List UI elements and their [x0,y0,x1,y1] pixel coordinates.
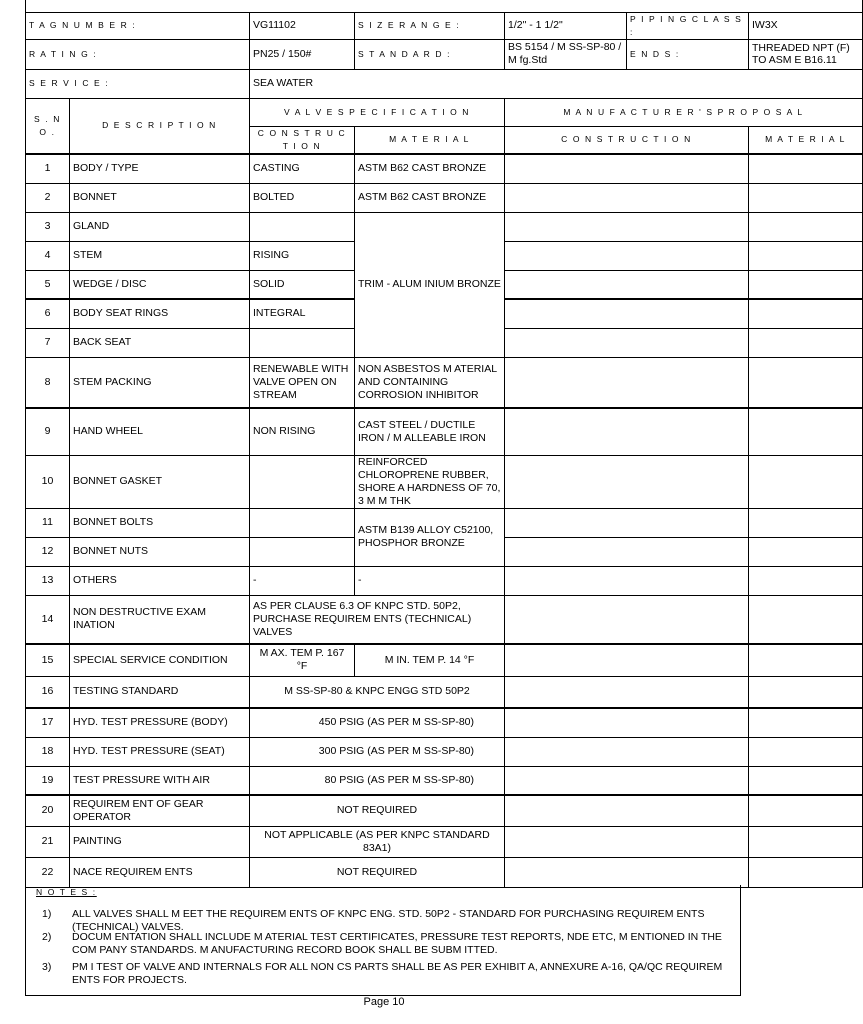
bolts-nuts-material-merged: ASTM B139 ALLOY C52100, PHOSPHOR BRONZE [355,508,505,566]
mfr-construction-cell [505,183,749,212]
col-construction: C O N S T R U C T I O N [250,126,355,154]
row-number: 13 [26,566,70,595]
table-row [26,508,863,537]
mfr-material-cell [749,455,863,508]
row-number: 12 [26,537,70,566]
table-row [26,98,863,126]
row-description: BACK SEAT [70,328,250,357]
mfr-material-cell [749,508,863,537]
mfr-construction-cell [505,508,749,537]
mfr-material-cell [749,595,863,644]
row-specification: 80 PSIG (AS PER M SS-SP-80) [250,766,505,795]
row-material: M IN. TEM P. 14 °F [355,644,505,676]
ends-label: E N D S : [627,39,749,69]
row-number: 21 [26,826,70,857]
table-row [26,644,863,676]
row-number: 7 [26,328,70,357]
note-text: ALL VALVES SHALL M EET THE REQUIREM ENTS OF KNPC ENG. STD. 50P2 - STANDARD FOR PURCHASING REQUIREM ENTS (TECHNICAL) VALVES. [72,908,705,933]
row-description: WEDGE / DISC [70,270,250,299]
table-row [26,183,863,212]
ends-value: THREADED NPT (F) TO ASM E B16.11 [749,39,863,69]
mfr-construction-cell [505,644,749,676]
row-construction [250,212,355,241]
mfr-material-cell [749,676,863,708]
piping-class-value: IW3X [749,12,863,39]
trim-material-merged: TRIM - ALUM INIUM BRONZE [355,212,505,357]
row-description: GLAND [70,212,250,241]
table-row [26,0,863,12]
rating-label: R A T I N G : [26,39,250,69]
mfr-construction-cell [505,328,749,357]
table-row [26,737,863,766]
row-description: TESTING STANDARD [70,676,250,708]
note-number: 1) [42,908,52,920]
valve-datasheet [25,0,850,996]
row-number: 19 [26,766,70,795]
row-description: BONNET BOLTS [70,508,250,537]
size-range-value: 1/2" - 1 1/2" [505,12,627,39]
mfr-construction-cell [505,708,749,737]
row-number: 3 [26,212,70,241]
table-row [26,357,863,408]
row-description: BODY SEAT RINGS [70,299,250,328]
tag-number-value: VG11102 [250,12,355,39]
table-row [26,826,863,857]
row-number: 10 [26,455,70,508]
table-row [26,766,863,795]
page-number: Page 10 [363,996,405,1008]
row-specification: NOT REQUIRED [250,795,505,826]
mfr-construction-cell [505,455,749,508]
row-construction: INTEGRAL [250,299,355,328]
row-construction: RISING [250,241,355,270]
row-number: 17 [26,708,70,737]
piping-class-label: P I P I N G C L A S S : [627,12,749,39]
row-material: ASTM B62 CAST BRONZE [355,154,505,183]
row-material: NON ASBESTOS M ATERIAL AND CONTAINING CORROSION INHIBITOR [355,357,505,408]
mfr-material-cell [749,826,863,857]
service-value: SEA WATER [250,69,863,98]
row-construction: - [250,566,355,595]
row-description: SPECIAL SERVICE CONDITION [70,644,250,676]
col-material: M A T E R I A L [355,126,505,154]
note-number: 2) [42,931,52,943]
mfr-material-cell [749,795,863,826]
size-range-label: S I Z E R A N G E : [355,12,505,39]
mfr-material-cell [749,299,863,328]
table-row [26,408,863,455]
row-specification: NOT REQUIRED [250,857,505,887]
row-number: 5 [26,270,70,299]
mfr-construction-cell [505,826,749,857]
row-number: 4 [26,241,70,270]
table-row [26,455,863,508]
table-row [26,795,863,826]
row-construction: BOLTED [250,183,355,212]
mfr-construction-cell [505,766,749,795]
mfr-construction-cell [505,270,749,299]
table-row [26,595,863,644]
row-number: 22 [26,857,70,887]
note-number: 3) [42,961,52,973]
row-description: HAND WHEEL [70,408,250,455]
mfr-construction-cell [505,241,749,270]
row-description: REQUIREM ENT OF GEAR OPERATOR [70,795,250,826]
notes-heading: N O T E S : [36,887,97,897]
row-description: BONNET [70,183,250,212]
row-number: 1 [26,154,70,183]
col-mfr-construction: C O N S T R U C T I O N [505,126,749,154]
col-description: D E S C R I P T I O N [70,98,250,154]
row-construction [250,537,355,566]
mfr-material-cell [749,566,863,595]
table-row [26,857,863,887]
row-specification: AS PER CLAUSE 6.3 OF KNPC STD. 50P2, PURCHASE REQUIREM ENTS (TECHNICAL) VALVES [250,595,505,644]
mfr-material-cell [749,241,863,270]
standard-value: BS 5154 / M SS-SP-80 / M fg.Std [505,39,627,69]
row-number: 11 [26,508,70,537]
mfr-material-cell [749,708,863,737]
rating-value: PN25 / 150# [250,39,355,69]
mfr-construction-cell [505,595,749,644]
row-description: NON DESTRUCTIVE EXAM INATION [70,595,250,644]
mfr-material-cell [749,857,863,887]
mfr-construction-cell [505,737,749,766]
mfr-material-cell [749,212,863,241]
row-material: - [355,566,505,595]
top-band [26,0,863,12]
row-number: 6 [26,299,70,328]
row-specification: NOT APPLICABLE (AS PER KNPC STANDARD 83A1) [250,826,505,857]
mfr-material-cell [749,408,863,455]
row-number: 2 [26,183,70,212]
row-number: 15 [26,644,70,676]
mfr-material-cell [749,766,863,795]
service-label: S E R V I C E : [26,69,250,98]
table-row [26,154,863,183]
row-description: BONNET GASKET [70,455,250,508]
mfr-construction-cell [505,795,749,826]
mfr-construction-cell [505,212,749,241]
row-construction [250,508,355,537]
row-description: STEM [70,241,250,270]
note-text: PM I TEST OF VALVE AND INTERNALS FOR ALL NON CS PARTS SHALL BE AS PER EXHIBIT A, ANNEXURE A-16, QA/QC REQUIREM ENTS FOR PROJECTS. [72,961,723,986]
row-material: REINFORCED CHLOROPRENE RUBBER, SHORE A HARDNESS OF 70, 3 M M THK [355,455,505,508]
row-specification: 450 PSIG (AS PER M SS-SP-80) [250,708,505,737]
mfr-construction-cell [505,154,749,183]
row-description: BONNET NUTS [70,537,250,566]
row-number: 9 [26,408,70,455]
table-row [26,676,863,708]
row-number: 20 [26,795,70,826]
row-construction: SOLID [250,270,355,299]
row-description: NACE REQUIREM ENTS [70,857,250,887]
row-construction: NON RISING [250,408,355,455]
row-description: HYD. TEST PRESSURE (BODY) [70,708,250,737]
row-number: 18 [26,737,70,766]
table-row [26,566,863,595]
row-construction: M AX. TEM P. 167 °F [250,644,355,676]
row-description: STEM PACKING [70,357,250,408]
table-row [26,212,863,241]
row-construction [250,455,355,508]
mfr-construction-cell [505,857,749,887]
row-description: OTHERS [70,566,250,595]
mfr-construction-cell [505,357,749,408]
mfr-material-cell [749,737,863,766]
row-description: TEST PRESSURE WITH AIR [70,766,250,795]
standard-label: S T A N D A R D : [355,39,505,69]
mfr-construction-cell [505,676,749,708]
col-valve-spec: V A L V E S P E C I F I C A T I O N [250,98,505,126]
row-number: 14 [26,595,70,644]
valve-spec-table [25,0,863,888]
table-row [26,39,863,69]
tag-number-label: T A G N U M B E R : [26,12,250,39]
row-description: HYD. TEST PRESSURE (SEAT) [70,737,250,766]
row-construction: RENEWABLE WITH VALVE OPEN ON STREAM [250,357,355,408]
table-row [26,69,863,98]
mfr-material-cell [749,270,863,299]
mfr-material-cell [749,644,863,676]
notes-section [25,885,741,996]
mfr-material-cell [749,328,863,357]
row-construction: CASTING [250,154,355,183]
col-mfr-material: M A T E R I A L [749,126,863,154]
table-row [26,708,863,737]
mfr-material-cell [749,357,863,408]
mfr-material-cell [749,183,863,212]
row-number: 8 [26,357,70,408]
row-specification: M SS-SP-80 & KNPC ENGG STD 50P2 [250,676,505,708]
mfr-construction-cell [505,299,749,328]
mfr-construction-cell [505,408,749,455]
row-description: PAINTING [70,826,250,857]
row-material: CAST STEEL / DUCTILE IRON / M ALLEABLE IRON [355,408,505,455]
mfr-construction-cell [505,537,749,566]
col-manufacturer: M A N U F A C T U R E R ' S P R O P O S A L [505,98,863,126]
row-construction [250,328,355,357]
note-text: DOCUM ENTATION SHALL INCLUDE M ATERIAL TEST CERTIFICATES, PRESSURE TEST REPORTS, NDE ETC, M ENTIONED IN THE COM PANY STANDARDS. M ANUFACTURING RECORD BOOK SHALL BE SUBM ITTED. [72,931,722,956]
mfr-material-cell [749,154,863,183]
row-material: ASTM B62 CAST BRONZE [355,183,505,212]
mfr-material-cell [749,537,863,566]
row-number: 16 [26,676,70,708]
col-sno: S . N O . [26,98,70,154]
mfr-construction-cell [505,566,749,595]
table-row [26,12,863,39]
row-specification: 300 PSIG (AS PER M SS-SP-80) [250,737,505,766]
row-description: BODY / TYPE [70,154,250,183]
